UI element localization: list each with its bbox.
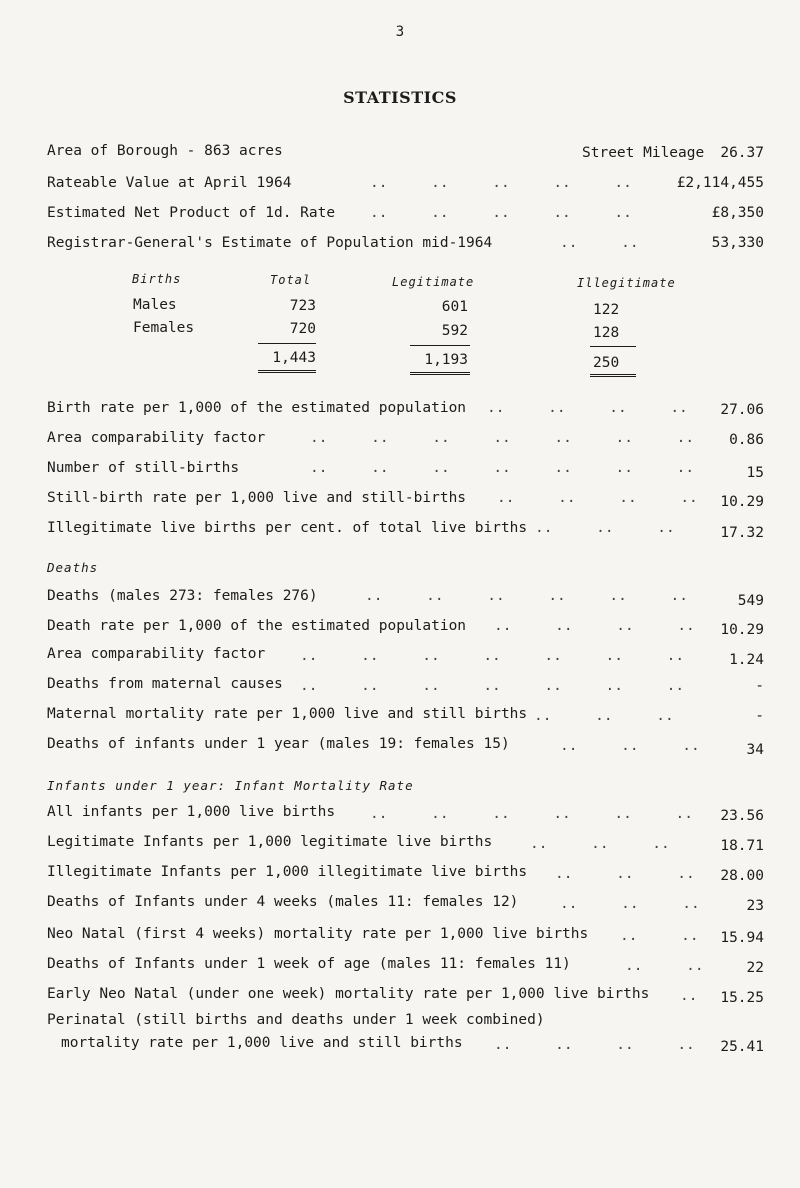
infant-stat-label: Illegitimate Infants per 1,000 illegitimate live births xyxy=(47,864,528,880)
males-total: 723 xyxy=(289,298,316,314)
birth-stat-value: 0.86 xyxy=(729,432,764,448)
rateable-value: £2,114,455 xyxy=(676,175,764,191)
death-stat-value: - xyxy=(755,678,764,694)
double-underline xyxy=(258,370,316,373)
population-value: 53,330 xyxy=(711,235,764,251)
females-illegitimate: 128 xyxy=(593,325,620,341)
leader-dots: .. .. .. .. xyxy=(487,400,688,416)
underline xyxy=(258,343,316,344)
leader-dots: .. .. .. .. xyxy=(494,1037,695,1053)
infant-stat-label: Deaths of Infants under 1 week of age (males 11: females 11) xyxy=(47,956,571,972)
death-stat-label: Death rate per 1,000 of the estimated population xyxy=(47,618,467,634)
underline xyxy=(590,346,636,347)
underline xyxy=(410,345,470,346)
females-legitimate: 592 xyxy=(441,323,468,339)
double-underline xyxy=(410,372,470,375)
death-stat-value: 34 xyxy=(746,742,764,758)
infants-heading: Infants under 1 year: Infant Mortality Rate xyxy=(47,778,414,793)
leader-dots: .. .. .. .. .. .. .. xyxy=(300,678,685,694)
rateable-label: Rateable Value at April 1964 xyxy=(47,175,292,191)
males-label: Males xyxy=(133,297,177,313)
net-product-value: £8,350 xyxy=(711,205,764,221)
infant-stat-value: 22 xyxy=(746,960,764,976)
street-mileage-value: 26.37 xyxy=(720,145,764,161)
infant-stat-value: 15.94 xyxy=(720,930,764,946)
double-underline xyxy=(590,374,636,377)
leader-dots: .. .. .. .. .. xyxy=(370,175,632,191)
births-header: Births xyxy=(132,272,182,286)
infant-stat-value: 15.25 xyxy=(720,990,764,1006)
death-stat-label: Deaths (males 273: females 276) xyxy=(47,588,318,604)
birth-stat-label: Illegitimate live births per cent. of total live births xyxy=(47,520,528,536)
infant-stat-value: 23.56 xyxy=(720,808,764,824)
leader-dots: .. .. .. .. xyxy=(494,618,695,634)
leader-dots: .. .. .. .. .. xyxy=(370,205,632,221)
infant-stat-value: 23 xyxy=(746,898,764,914)
birth-stat-label: Area comparability factor xyxy=(47,430,266,446)
leader-dots: .. .. .. .. .. .. xyxy=(365,588,689,604)
net-product-label: Estimated Net Product of 1d. Rate xyxy=(47,205,336,221)
leader-dots: .. .. .. xyxy=(535,520,675,536)
leader-dots: .. .. .. .. .. .. .. xyxy=(300,648,685,664)
males-legitimate: 601 xyxy=(441,299,468,315)
death-stat-value: - xyxy=(755,708,764,724)
death-stat-label: Area comparability factor xyxy=(47,646,266,662)
leader-dots: .. .. .. xyxy=(534,708,674,724)
death-stat-label: Deaths of infants under 1 year (males 19: females 15) xyxy=(47,736,510,752)
leader-dots: .. .. .. xyxy=(560,738,700,754)
death-stat-value: 549 xyxy=(737,593,764,609)
males-illegitimate: 122 xyxy=(593,302,620,318)
death-stat-label: Maternal mortality rate per 1,000 live and still births xyxy=(47,706,528,722)
perinatal-line1: Perinatal (still births and deaths under 1 week combined) xyxy=(47,1012,545,1028)
birth-stat-value: 17.32 xyxy=(720,525,764,541)
birth-stat-value: 10.29 xyxy=(720,494,764,510)
infant-stat-label: Legitimate Infants per 1,000 legitimate live births xyxy=(47,834,493,850)
birth-stat-value: 15 xyxy=(746,465,764,481)
total-legitimate: 1,193 xyxy=(424,352,468,368)
leader-dots: .. .. .. xyxy=(530,836,670,852)
total-illegitimate: 250 xyxy=(593,355,620,371)
leader-dots: .. .. xyxy=(560,235,639,251)
leader-dots: .. .. xyxy=(625,958,704,974)
females-total: 720 xyxy=(289,321,316,337)
perinatal-value: 25.41 xyxy=(720,1039,764,1055)
legitimate-header: Legitimate xyxy=(392,275,475,289)
total-header: Total xyxy=(270,273,312,287)
infant-stat-label: Early Neo Natal (under one week) mortality rate per 1,000 live births xyxy=(47,986,650,1002)
area-label: Area of Borough - 863 acres xyxy=(47,143,283,159)
leader-dots: .. .. .. .. xyxy=(497,490,698,506)
total-births: 1,443 xyxy=(272,350,316,366)
birth-stat-label: Birth rate per 1,000 of the estimated population xyxy=(47,400,467,416)
infant-stat-label: Deaths of Infants under 4 weeks (males 11: females 12) xyxy=(47,894,519,910)
deaths-heading: Deaths xyxy=(47,560,99,575)
street-mileage-label: Street Mileage xyxy=(582,145,705,161)
page-title: STATISTICS xyxy=(343,88,457,107)
birth-stat-label: Number of still-births xyxy=(47,460,240,476)
death-stat-value: 10.29 xyxy=(720,622,764,638)
infant-stat-label: All infants per 1,000 live births xyxy=(47,804,336,820)
death-stat-value: 1.24 xyxy=(729,652,764,668)
leader-dots: .. .. xyxy=(620,928,699,944)
page-number: 3 xyxy=(395,24,405,40)
birth-stat-value: 27.06 xyxy=(720,402,764,418)
infant-stat-label: Neo Natal (first 4 weeks) mortality rate per 1,000 live births xyxy=(47,926,589,942)
leader-dots: .. .. .. .. .. .. xyxy=(370,806,694,822)
leader-dots: .. .. .. xyxy=(555,866,695,882)
infant-stat-value: 28.00 xyxy=(720,868,764,884)
death-stat-label: Deaths from maternal causes xyxy=(47,676,283,692)
illegitimate-header: Illegitimate xyxy=(577,276,676,290)
perinatal-line2: mortality rate per 1,000 live and still births xyxy=(61,1035,463,1051)
leader-dots: .. .. .. xyxy=(560,896,700,912)
birth-stat-label: Still-birth rate per 1,000 live and still-births xyxy=(47,490,467,506)
leader-dots: .. .. .. .. .. .. .. xyxy=(310,430,695,446)
females-label: Females xyxy=(133,320,195,336)
population-label: Registrar-General's Estimate of Population mid-1964 xyxy=(47,235,493,251)
leader-dots: .. xyxy=(680,988,698,1004)
infant-stat-value: 18.71 xyxy=(720,838,764,854)
leader-dots: .. .. .. .. .. .. .. xyxy=(310,460,695,476)
